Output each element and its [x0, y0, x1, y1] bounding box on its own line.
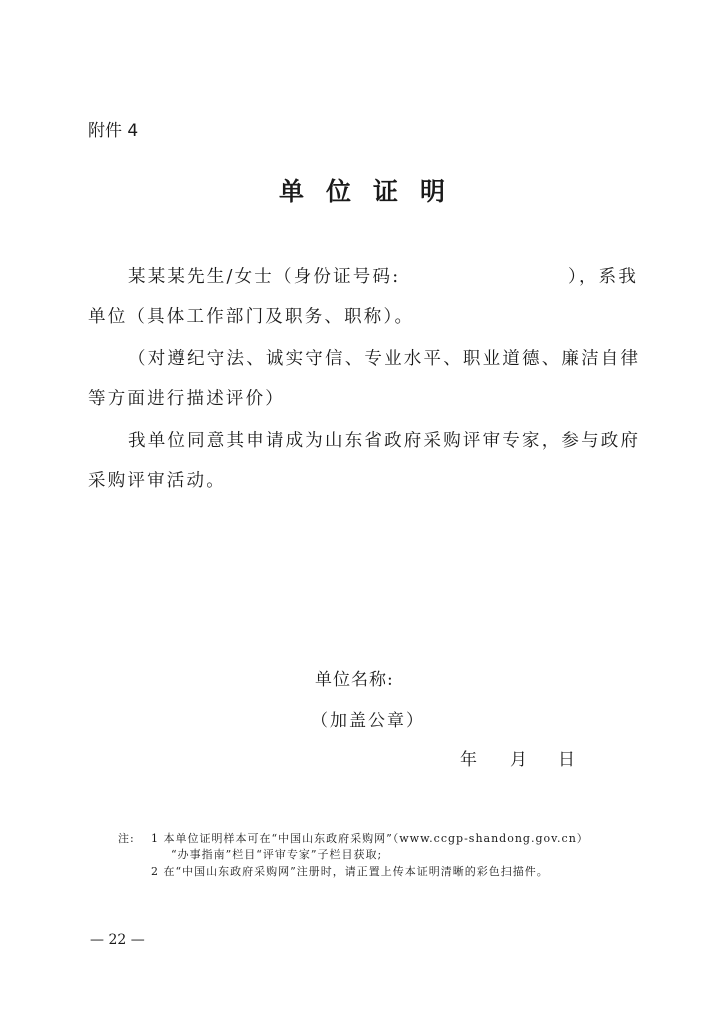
seal-label: （加盖公章） — [311, 711, 425, 731]
paragraph-2-line-2: 等方面进行描述评价） — [88, 389, 285, 409]
unit-name-label: 单位名称: — [315, 670, 394, 690]
page-number: — 22 — — [90, 932, 145, 948]
paragraph-2-line-1: （对遵纪守法、诚实守信、专业水平、职业道德、廉洁自律 — [128, 349, 641, 369]
paragraph-1-line-1-end: ），系我 — [568, 267, 639, 287]
date-month: 月 — [510, 750, 527, 770]
attachment-label: 附件 4 — [88, 121, 139, 141]
paragraph-3-line-1: 我单位同意其申请成为山东省政府采购评审专家，参与政府 — [128, 431, 641, 451]
paragraph-1-line-2: 单位（具体工作部门及职务、职称）。 — [88, 307, 415, 327]
document-title: 单位证明 — [278, 177, 467, 206]
notes-label: 注: — [118, 832, 135, 845]
note-2: 2 在“中国山东政府采购网”注册时，请正置上传本证明清晰的彩色扫描件。 — [151, 865, 549, 878]
note-1-line-1: 1 本单位证明样本可在“中国山东政府采购网”（www.ccgp-shandong.gov.cn） — [151, 832, 589, 845]
note-1-line-2: “办事指南”栏目“评审专家”子栏目获取; — [171, 848, 383, 861]
paragraph-1-line-1: 某某某先生/女士（身份证号码: — [128, 267, 401, 287]
date-day: 日 — [558, 750, 575, 770]
date-year: 年 — [460, 750, 477, 770]
paragraph-3-line-2: 采购评审活动。 — [88, 471, 226, 491]
